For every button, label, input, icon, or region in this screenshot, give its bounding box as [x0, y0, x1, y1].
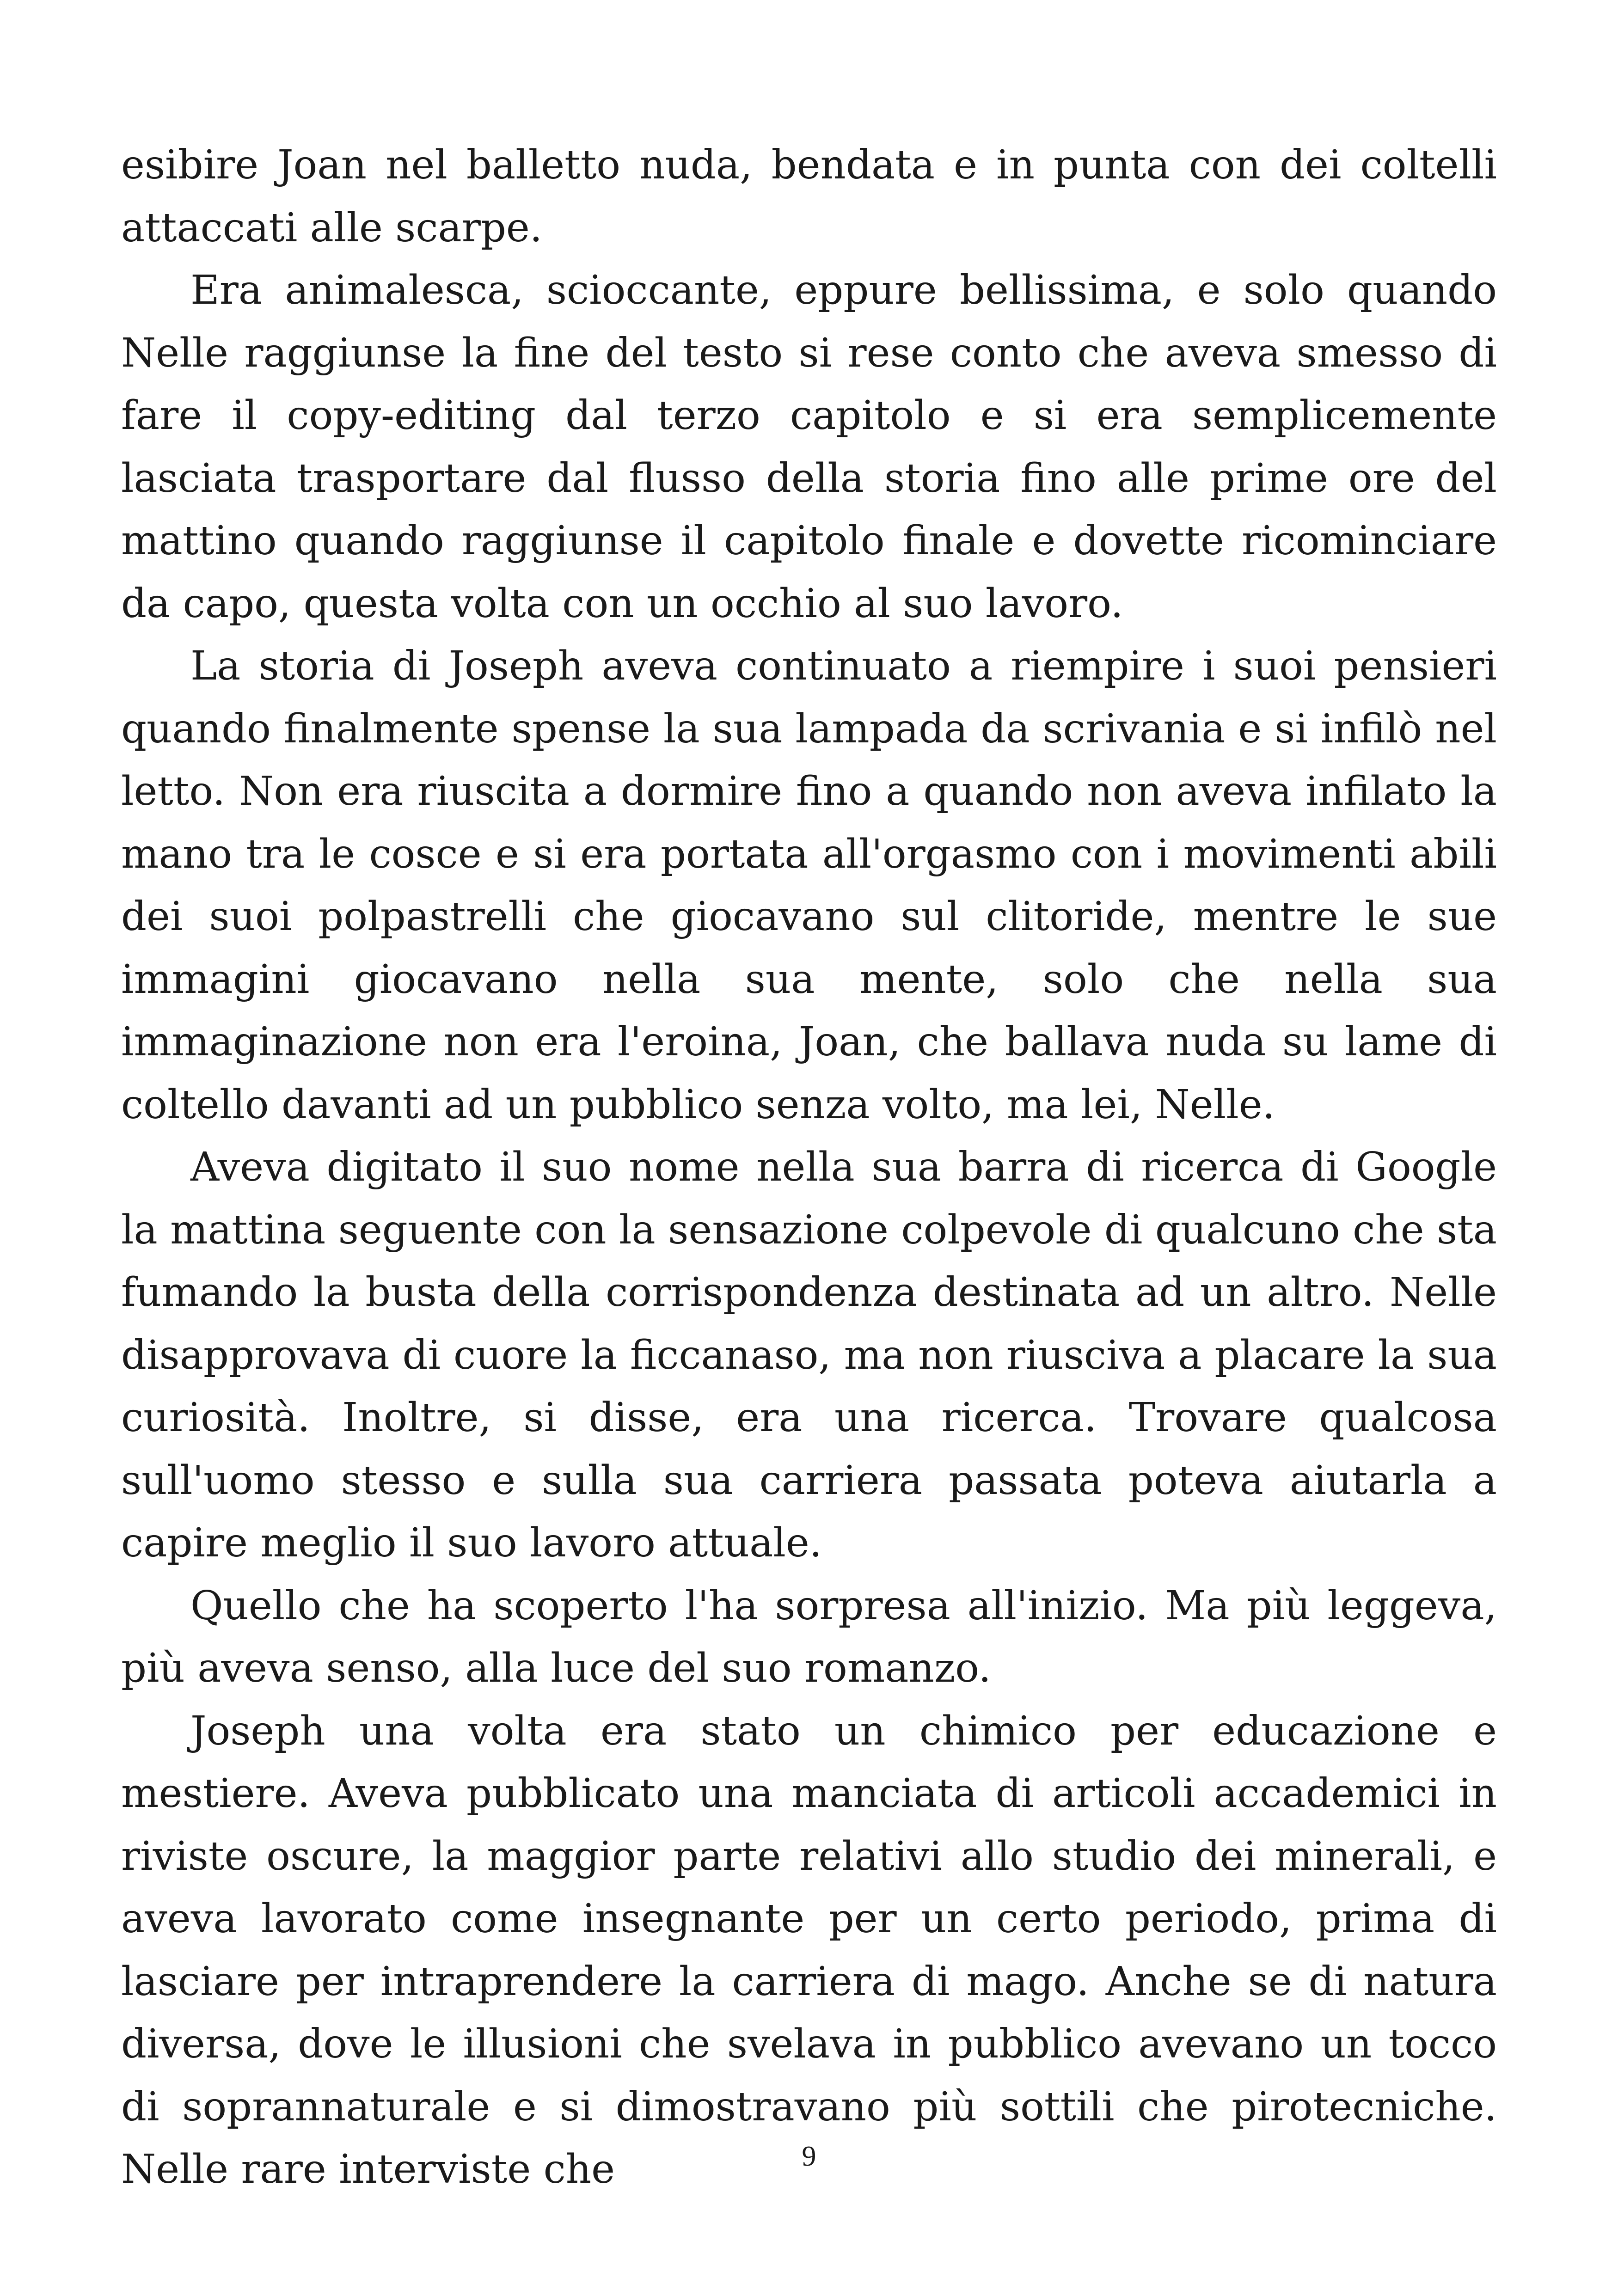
paragraph: Quello che ha scoperto l'ha sorpresa all'inizio. Ma più leggeva, più aveva senso, alla luce del suo romanzo. — [121, 1582, 1497, 1691]
paragraph: Aveva digitato il suo nome nella sua barra di ricerca di Google la mattina seguente con la sensazione colpevole di qualcuno che sta fumando la busta della corrispondenza destinata ad un altro. Nelle disapprovava di cuore la ficcanaso, ma non riusciva a placare la sua curiosità. Inoltre, si disse, era una ricerca. Trovare qualcosa sull'uomo stesso e sulla sua carriera passata poteva aiutarla a capire meglio il suo lavoro attuale. — [121, 1144, 1497, 1566]
paragraph: La storia di Joseph aveva continuato a riempire i suoi pensieri quando finalmente spense la sua lampada da scrivania e si infilò nel letto. Non era riuscita a dormire fino a quando non aveva infilato la mano tra le cosce e si era portata all'orgasmo con i movimenti abili dei suoi polpastrelli che giocavano sul clitoride, mentre le sue immagini giocavano nella sua mente, solo che nella sua immaginazione non era l'eroina, Joan, che ballava nuda su lame di coltello davanti ad un pubblico senza volto, ma lei, Nelle. — [121, 643, 1497, 1128]
paragraph-continuation: esibire Joan nel balletto nuda, bendata e in punta con dei coltelli attaccati alle scarpe. — [121, 142, 1497, 251]
page-number: 9 — [802, 2141, 816, 2172]
paragraph: Era animalesca, scioccante, eppure bellissima, e solo quando Nelle raggiunse la fine del testo si rese conto che aveva smesso di fare il copy-editing dal terzo capitolo e si era semplicemente lasciata trasportare dal flusso della storia fino alle prime ore del mattino quando raggiunse il capitolo finale e dovette ricominciare da capo, questa volta con un occhio al suo lavoro. — [121, 267, 1497, 627]
paragraph: Joseph una volta era stato un chimico per educazione e mestiere. Aveva pubblicato una manciata di articoli accademici in riviste oscure, la maggior parte relativi allo studio dei minerali, e aveva lavorato come insegnante per un certo periodo, prima di lasciare per intraprendere la carriera di mago. Anche se di natura diversa, dove le illusioni che svelava in pubblico avevano un tocco di soprannaturale e si dimostravano più sottili che pirotecniche. Nelle rare interviste che — [121, 1708, 1497, 2192]
page-body — [121, 134, 1497, 2192]
